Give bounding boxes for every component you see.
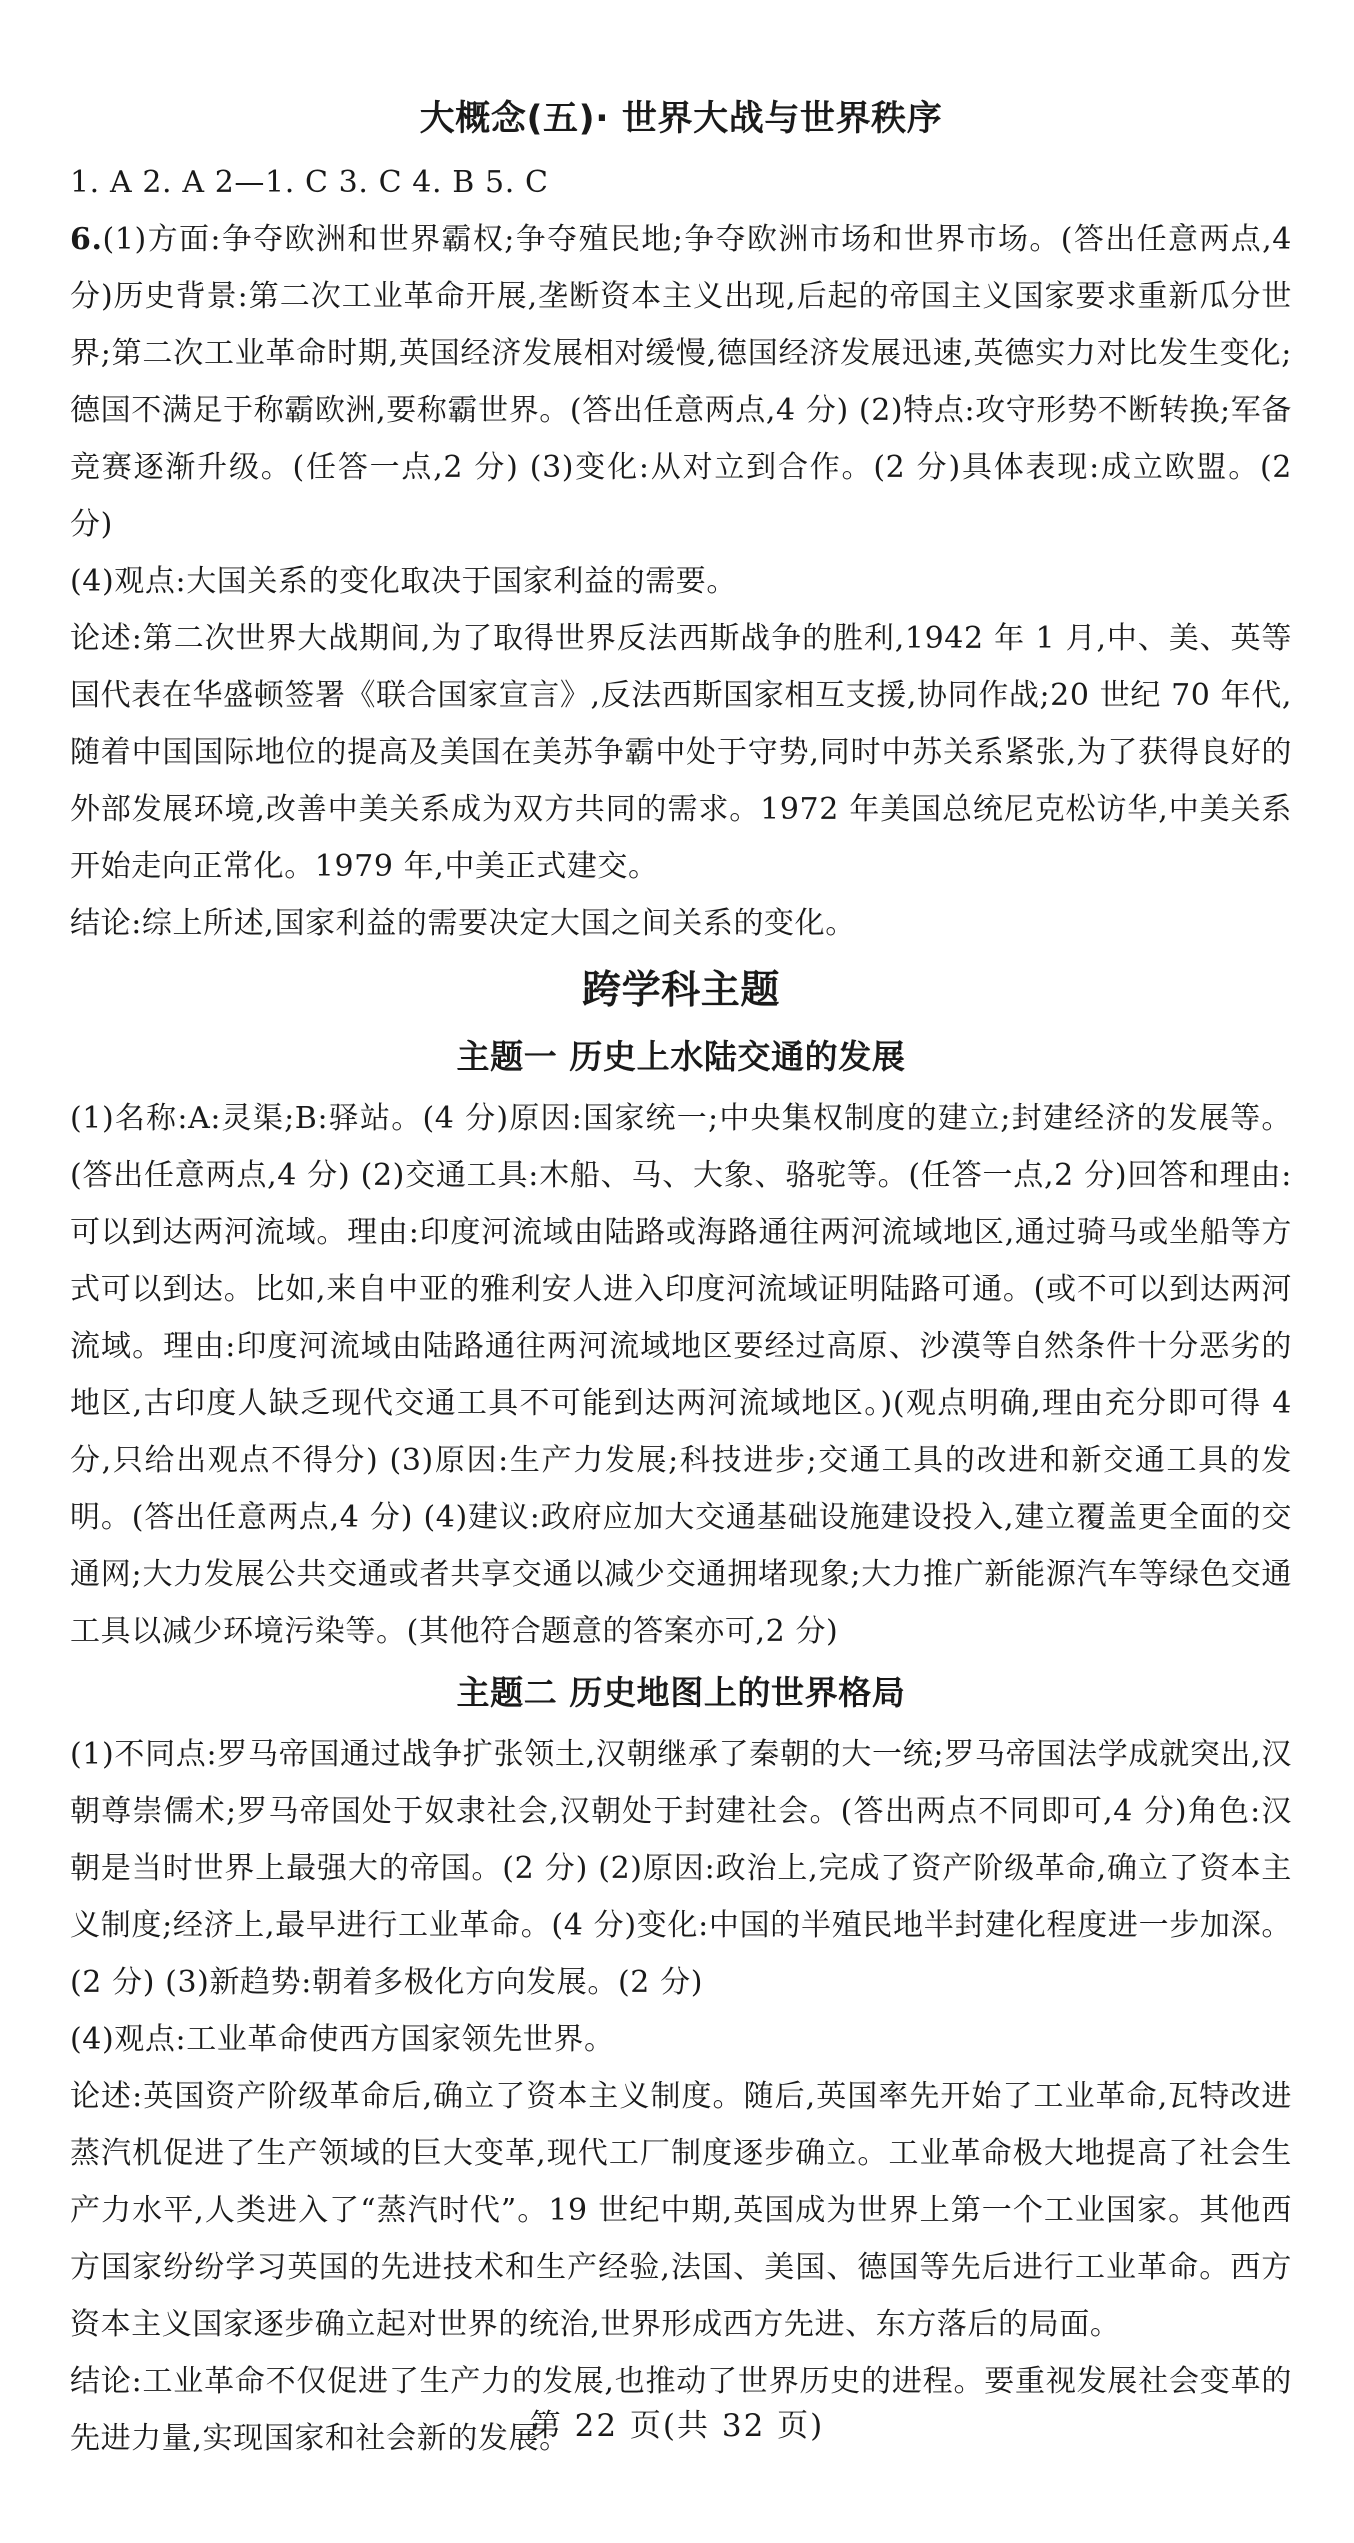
- question-6-argument: 论述:第二次世界大战期间,为了取得世界反法西斯战争的胜利,1942 年 1 月,中、美、英等国代表在华盛顿签署《联合国家宣言》,反法西斯国家相互支援,协同作战;20 世纪 70 年代,随着中国国际地位的提高及美国在美苏争霸中处于守势,同时中苏关系紧张,为了获得良好的外部发展环境,改善中美关系成为双方共同的需求。1972 年美国总统尼克松访华,中美关系开始走向正常化。1979 年,中美正式建交。: [70, 621, 1292, 884]
- topic-2-title: 主题二 历史地图上的世界格局: [456, 1673, 906, 1712]
- question-6-viewpoint: (4)观点:大国关系的变化取决于国家利益的需要。: [70, 564, 738, 599]
- question-6-conclusion: 结论:综上所述,国家利益的需要决定大国之间关系的变化。: [70, 906, 856, 941]
- question-6-number: 6.: [70, 222, 103, 257]
- cross-subject-title: 跨学科主题: [581, 968, 780, 1013]
- section-title: 大概念(五)· 世界大战与世界秩序: [419, 99, 943, 139]
- multiple-choice-answers: 1. A 2. A 2—1. C 3. C 4. B 5. C: [70, 165, 549, 200]
- topic-2-viewpoint: (4)观点:工业革命使西方国家领先世界。: [70, 2022, 615, 2057]
- question-6-block: [70, 211, 1292, 952]
- topic-2-block: [70, 1664, 1292, 2467]
- topic-2-conclusion: 结论:工业革命不仅促进了生产力的发展,也推动了世界历史的进程。要重视发展社会变革的先进力量,实现国家和社会新的发展。: [70, 2364, 1292, 2456]
- page-number-footer: 第 22 页(共 32 页): [529, 2408, 825, 2444]
- question-6-part-1-3-text: (1)方面:争夺欧洲和世界霸权;争夺殖民地;争夺欧洲市场和世界市场。(答出任意两点,4 分)历史背景:第二次工业革命开展,垄断资本主义出现,后起的帝国主义国家要求重新瓜分世界;第二次工业革命时期,英国经济发展相对缓慢,德国经济发展迅速,英德实力对比发生变化;德国不满足于称霸欧洲,要称霸世界。(答出任意两点,4 分) (2)特点:攻守形势不断转换;军备竞赛逐渐升级。(任答一点,2 分) (3)变化:从对立到合作。(2 分)具体表现:成立欧盟。(2 分): [70, 222, 1292, 542]
- topic-2-answer: (1)不同点:罗马帝国通过战争扩张领土,汉朝继承了秦朝的大一统;罗马帝国法学成就突出,汉朝尊崇儒术;罗马帝国处于奴隶社会,汉朝处于封建社会。(答出两点不同即可,4 分)角色:汉朝是当时世界上最强大的帝国。(2 分) (2)原因:政治上,完成了资产阶级革命,确立了资本主义制度;经济上,最早进行工业革命。(4 分)变化:中国的半殖民地半封建化程度进一步加深。(2 分) (3)新趋势:朝着多极化方向发展。(2 分): [70, 1737, 1292, 2000]
- topic-1-block: [70, 1028, 1292, 1660]
- topic-2-argument: 论述:英国资产阶级革命后,确立了资本主义制度。随后,英国率先开始了工业革命,瓦特改进蒸汽机促进了生产领域的巨大变革,现代工厂制度逐步确立。工业革命极大地提高了社会生产力水平,人类进入了“蒸汽时代”。19 世纪中期,英国成为世界上第一个工业国家。其他西方国家纷纷学习英国的先进技术和生产经验,法国、美国、德国等先后进行工业革命。西方资本主义国家逐步确立起对世界的统治,世界形成西方先进、东方落后的局面。: [70, 2079, 1292, 2342]
- question-6-part-1-3: [70, 211, 1292, 553]
- topic-1-answer: (1)名称:A:灵渠;B:驿站。(4 分)原因:国家统一;中央集权制度的建立;封建经济的发展等。(答出任意两点,4 分) (2)交通工具:木船、马、大象、骆驼等。(任答一点,2 分)回答和理由:可以到达两河流域。理由:印度河流域由陆路或海路通往两河流域地区,通过骑马或坐船等方式可以到达。比如,来自中亚的雅利安人进入印度河流域证明陆路可通。(或不可以到达两河流域。理由:印度河流域由陆路通往两河流域地区要经过高原、沙漠等自然条件十分恶劣的地区,古印度人缺乏现代交通工具不可能到达两河流域地区。)(观点明确,理由充分即可得 4 分,只给出观点不得分) (3)原因:生产力发展;科技进步;交通工具的改进和新交通工具的发明。(答出任意两点,4 分) (4)建议:政府应加大交通基础设施建设投入,建立覆盖更全面的交通网;大力发展公共交通或者共享交通以减少交通拥堵现象;大力推广新能源汽车等绿色交通工具以减少环境污染等。(其他符合题意的答案亦可,2 分): [70, 1101, 1292, 1649]
- topic-1-title: 主题一 历史上水陆交通的发展: [456, 1037, 906, 1076]
